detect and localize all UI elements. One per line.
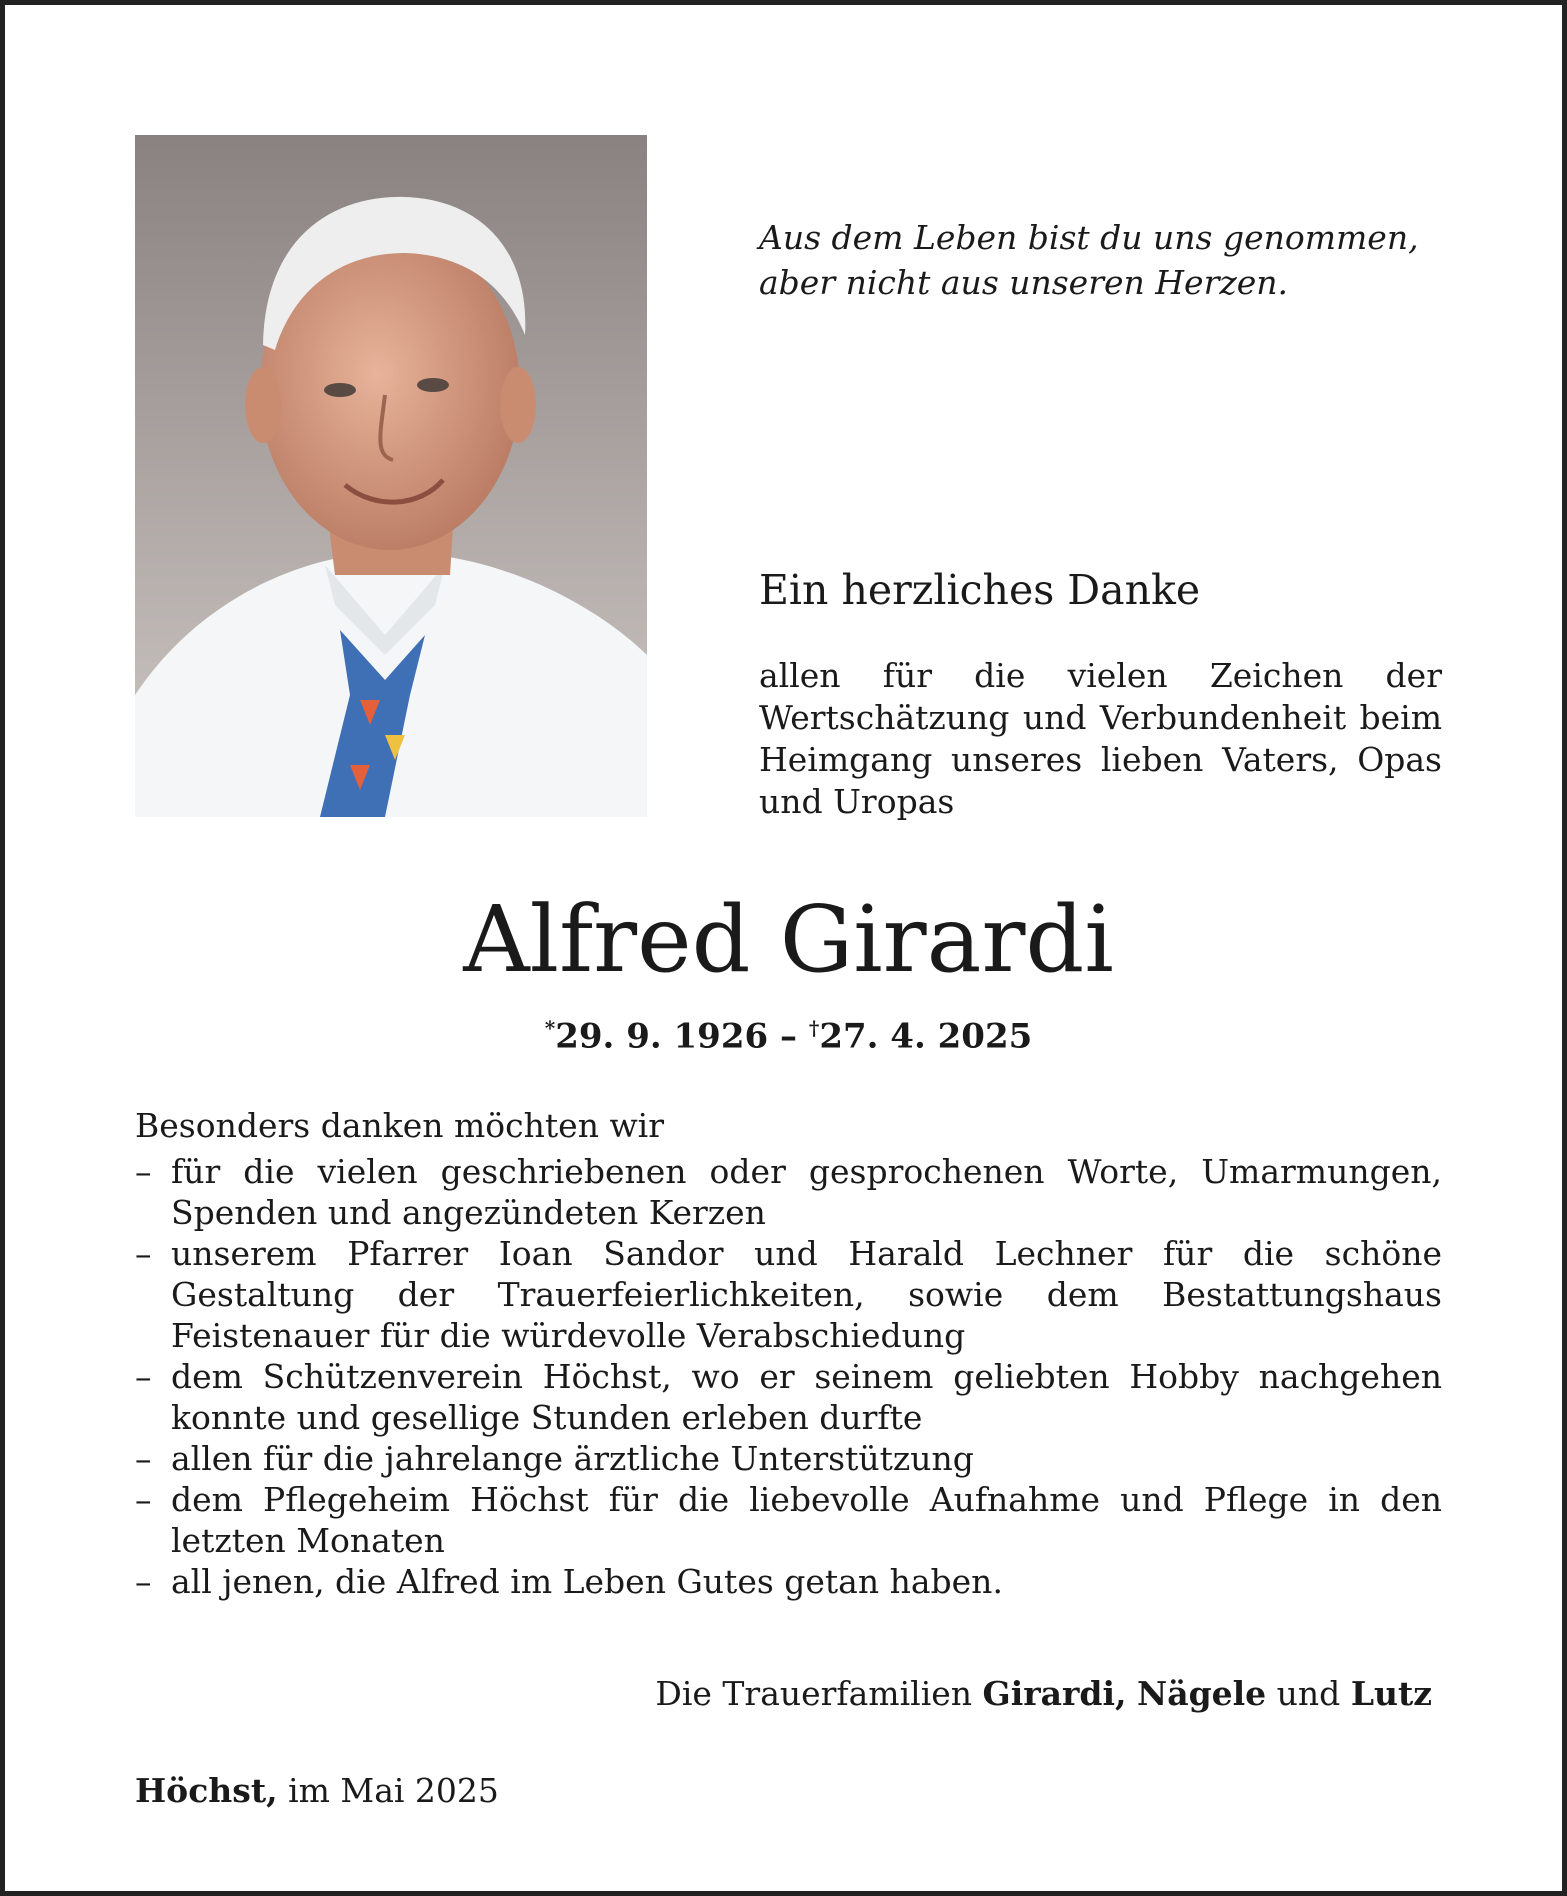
death-symbol: † <box>808 1016 820 1040</box>
list-item: – dem Pflegeheim Höchst für die liebevolle Aufnahme und Pflege in den letzten Monaten <box>135 1479 1442 1561</box>
life-dates <box>5 1005 1567 1059</box>
signature-connector: und <box>1266 1674 1351 1713</box>
date-separator: – <box>768 1016 809 1057</box>
family-lutz: Lutz <box>1350 1674 1432 1713</box>
place-date <box>135 1770 499 1812</box>
month-year: im Mai 2025 <box>277 1771 499 1810</box>
quote-line-2: aber nicht aus unseren Herzen. <box>759 263 1288 302</box>
signature <box>655 1673 1432 1715</box>
death-date: 27. 4. 2025 <box>819 1016 1033 1057</box>
thanks-text: allen für die vielen Zeichen der Wertschätzung und Verbundenheit beim Heimgang unseres lieben Vaters, Opas und Uropas <box>759 656 1442 821</box>
list-item: – unserem Pfarrer Ioan Sandor und Harald Lechner für die schöne Gestaltung der Trauerfeierlichkeiten, sowie dem Bestattungshaus Feistenauer für die würdevolle Verabschiedung <box>135 1233 1442 1356</box>
list-item: – allen für die jahrelange ärztliche Unterstützung <box>135 1438 1442 1479</box>
signature-prefix: Die Trauerfamilien <box>655 1674 983 1713</box>
list-item: – für die vielen geschriebenen oder gesprochenen Worte, Umarmungen, Spenden und angezündeten Kerzen <box>135 1151 1442 1233</box>
list-item: – dem Schützenverein Höchst, wo er seinem geliebten Hobby nachgehen konnte und gesellige Stunden erleben durfte <box>135 1356 1442 1438</box>
quote-line-1: Aus dem Leben bist du uns genommen, <box>759 218 1419 257</box>
portrait-photo <box>135 135 647 817</box>
acknowledgements-list <box>135 1151 1442 1602</box>
family-girardi: Girardi, <box>982 1674 1127 1713</box>
birth-symbol: * <box>544 1016 556 1040</box>
thanks-heading: Ein herzliches Danke <box>759 566 1201 614</box>
memorial-quote <box>759 215 1459 305</box>
list-item: – all jenen, die Alfred im Leben Gutes getan haben. <box>135 1561 1442 1602</box>
acknowledgements-intro: Besonders danken möchten wir <box>135 1106 665 1145</box>
family-naegele: Nägele <box>1137 1674 1267 1713</box>
deceased-name: Alfred Girardi <box>463 886 1114 993</box>
birth-date: 29. 9. 1926 <box>555 1016 769 1057</box>
portrait-illustration <box>135 135 647 817</box>
place: Höchst, <box>135 1771 278 1810</box>
